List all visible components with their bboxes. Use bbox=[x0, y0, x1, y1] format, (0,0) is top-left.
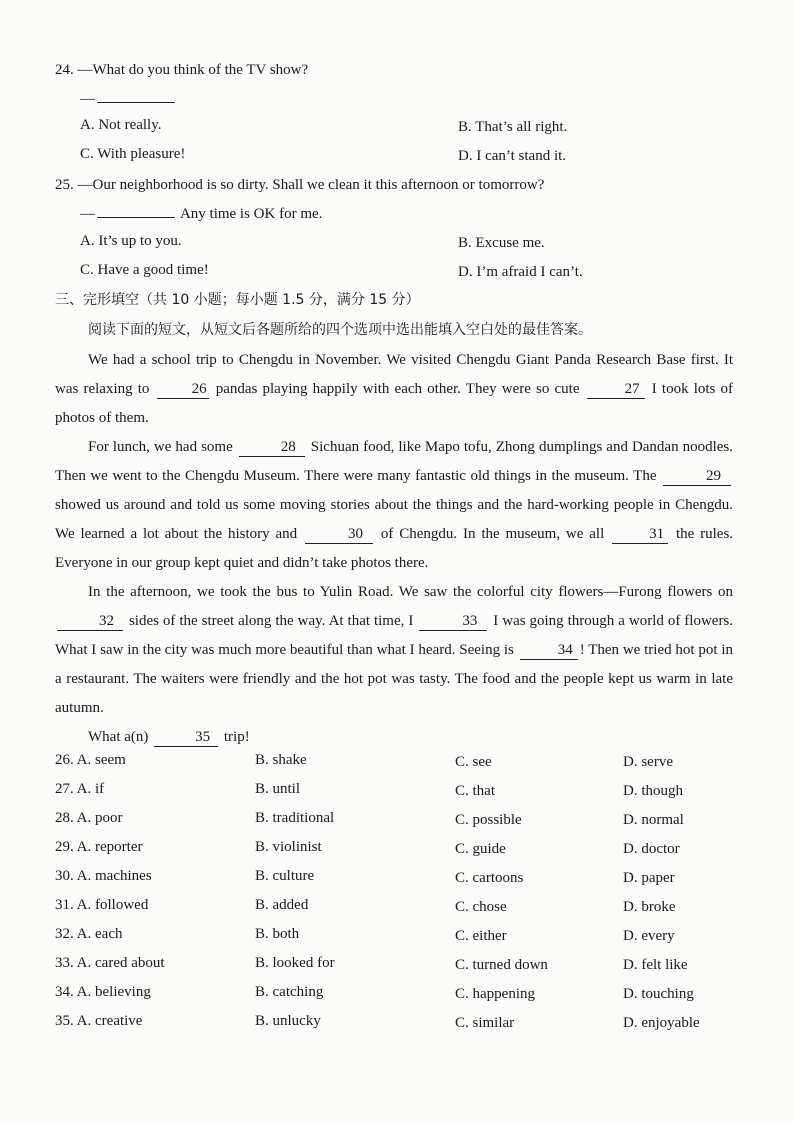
reply-text: Any time is OK for me. bbox=[179, 206, 323, 222]
q25-option-d: D. I’m afraid I can’t. bbox=[458, 264, 583, 280]
q35-option-d: D. enjoyable bbox=[623, 1015, 700, 1031]
answer-blank bbox=[97, 102, 175, 103]
q34-option-c: C. happening bbox=[455, 986, 535, 1002]
q34-option-a: 34. A. believing bbox=[55, 984, 151, 1000]
q27-option-d: D. though bbox=[623, 783, 683, 799]
q28-option-b: B. traditional bbox=[255, 810, 335, 826]
q27-option-b: B. until bbox=[255, 781, 301, 797]
question-25-stem bbox=[55, 175, 544, 195]
q30-option-b: B. culture bbox=[255, 868, 315, 884]
blank-27: 27 bbox=[587, 381, 645, 399]
paragraph-2: For lunch, we had some 28 Sichuan food, like Mapo tofu, Zhong dumplings and Dandan noodles. Then we went to the Chengdu Museum. There were many fantastic old things in the museum. The 29 showed us around and told us some moving stories about the things and the hard-working people in Chengdu. We learned a lot about the history and 30 of Chengdu. In the museum, we all 31 the rules. Everyone in our group kept quiet and didn’t take photos there. bbox=[55, 439, 734, 571]
section-instruction: 阅读下面的短文，从短文后各题所给的四个选项中选出能填入空白处的最佳答案。 bbox=[88, 322, 592, 338]
cloze-passage bbox=[55, 346, 733, 752]
blank-26: 26 bbox=[157, 381, 209, 399]
q30-option-a: 30. A. machines bbox=[55, 868, 152, 884]
q32-option-d: D. every bbox=[623, 928, 675, 944]
q26-option-d: D. serve bbox=[623, 754, 673, 770]
dash: — bbox=[80, 91, 95, 107]
q25-option-b: B. Excuse me. bbox=[458, 235, 545, 251]
q26-option-a: 26. A. seem bbox=[55, 752, 126, 768]
paragraph-3: In the afternoon, we took the bus to Yulin Road. We saw the colorful city flowers—Furong flowers on 32 sides of the street along the way. At that time, I 33 I was going through a world of flowers. What I saw in the city was much more beautiful than what I heard. Seeing is 34 ! Then we tried hot pot in a restaurant. The waiters were friendly and the hot pot was tasty. The food and the people kept us warm in late autumn. bbox=[55, 584, 734, 716]
question-25-reply bbox=[80, 204, 322, 224]
question-number: 24. bbox=[55, 62, 74, 78]
answer-blank bbox=[97, 217, 175, 218]
q28-option-d: D. normal bbox=[623, 812, 684, 828]
q35-option-a: 35. A. creative bbox=[55, 1013, 143, 1029]
q30-option-c: C. cartoons bbox=[455, 870, 524, 886]
q25-option-a: A. It’s up to you. bbox=[80, 233, 182, 249]
q31-option-b: B. added bbox=[255, 897, 309, 913]
question-text: —What do you think of the TV show? bbox=[77, 62, 309, 78]
section-title: 三、完形填空（共 10 小题；每小题 1.5 分，满分 15 分） bbox=[55, 292, 420, 308]
question-text: —Our neighborhood is so dirty. Shall we clean it this afternoon or tomorrow? bbox=[77, 177, 545, 193]
blank-34: 34 bbox=[520, 642, 578, 660]
q26-option-c: C. see bbox=[455, 754, 492, 770]
q33-option-c: C. turned down bbox=[455, 957, 548, 973]
q24-option-d: D. I can’t stand it. bbox=[458, 148, 567, 164]
q28-option-a: 28. A. poor bbox=[55, 810, 123, 826]
q29-option-c: C. guide bbox=[455, 841, 506, 857]
q33-option-a: 33. A. cared about bbox=[55, 955, 165, 971]
question-24-stem bbox=[55, 60, 308, 80]
q24-option-c: C. With pleasure! bbox=[80, 146, 186, 162]
q27-option-c: C. that bbox=[455, 783, 495, 799]
paragraph-1: We had a school trip to Chengdu in November. We visited Chengdu Giant Panda Research Base first. It was relaxing to 26 pandas playing happily with each other. They were so cute 27 I took lots of photos of them. bbox=[55, 352, 734, 426]
q35-option-c: C. similar bbox=[455, 1015, 515, 1031]
q33-option-b: B. looked for bbox=[255, 955, 335, 971]
q24-option-a: A. Not really. bbox=[80, 117, 162, 133]
q29-option-b: B. violinist bbox=[255, 839, 322, 855]
blank-30: 30 bbox=[305, 526, 373, 544]
q33-option-d: D. felt like bbox=[623, 957, 688, 973]
blank-35: 35 bbox=[154, 729, 218, 747]
q31-option-c: C. chose bbox=[455, 899, 507, 915]
blank-32: 32 bbox=[57, 613, 123, 631]
blank-29: 29 bbox=[663, 468, 731, 486]
paragraph-4: What a(n) 35 trip! bbox=[88, 729, 250, 745]
blank-31: 31 bbox=[612, 526, 668, 544]
blank-33: 33 bbox=[419, 613, 487, 631]
question-24-reply bbox=[80, 89, 177, 109]
q32-option-b: B. both bbox=[255, 926, 300, 942]
q29-option-d: D. doctor bbox=[623, 841, 680, 857]
q35-option-b: B. unlucky bbox=[255, 1013, 321, 1029]
q24-option-b: B. That’s all right. bbox=[458, 119, 568, 135]
q32-option-c: C. either bbox=[455, 928, 507, 944]
q28-option-c: C. possible bbox=[455, 812, 522, 828]
q32-option-a: 32. A. each bbox=[55, 926, 123, 942]
dash: — bbox=[80, 206, 95, 222]
q27-option-a: 27. A. if bbox=[55, 781, 105, 797]
blank-28: 28 bbox=[239, 439, 305, 457]
q34-option-b: B. catching bbox=[255, 984, 324, 1000]
q34-option-d: D. touching bbox=[623, 986, 694, 1002]
q31-option-a: 31. A. followed bbox=[55, 897, 149, 913]
q25-option-c: C. Have a good time! bbox=[80, 262, 209, 278]
q26-option-b: B. shake bbox=[255, 752, 307, 768]
question-number: 25. bbox=[55, 177, 74, 193]
q30-option-d: D. paper bbox=[623, 870, 675, 886]
q31-option-d: D. broke bbox=[623, 899, 676, 915]
q29-option-a: 29. A. reporter bbox=[55, 839, 143, 855]
